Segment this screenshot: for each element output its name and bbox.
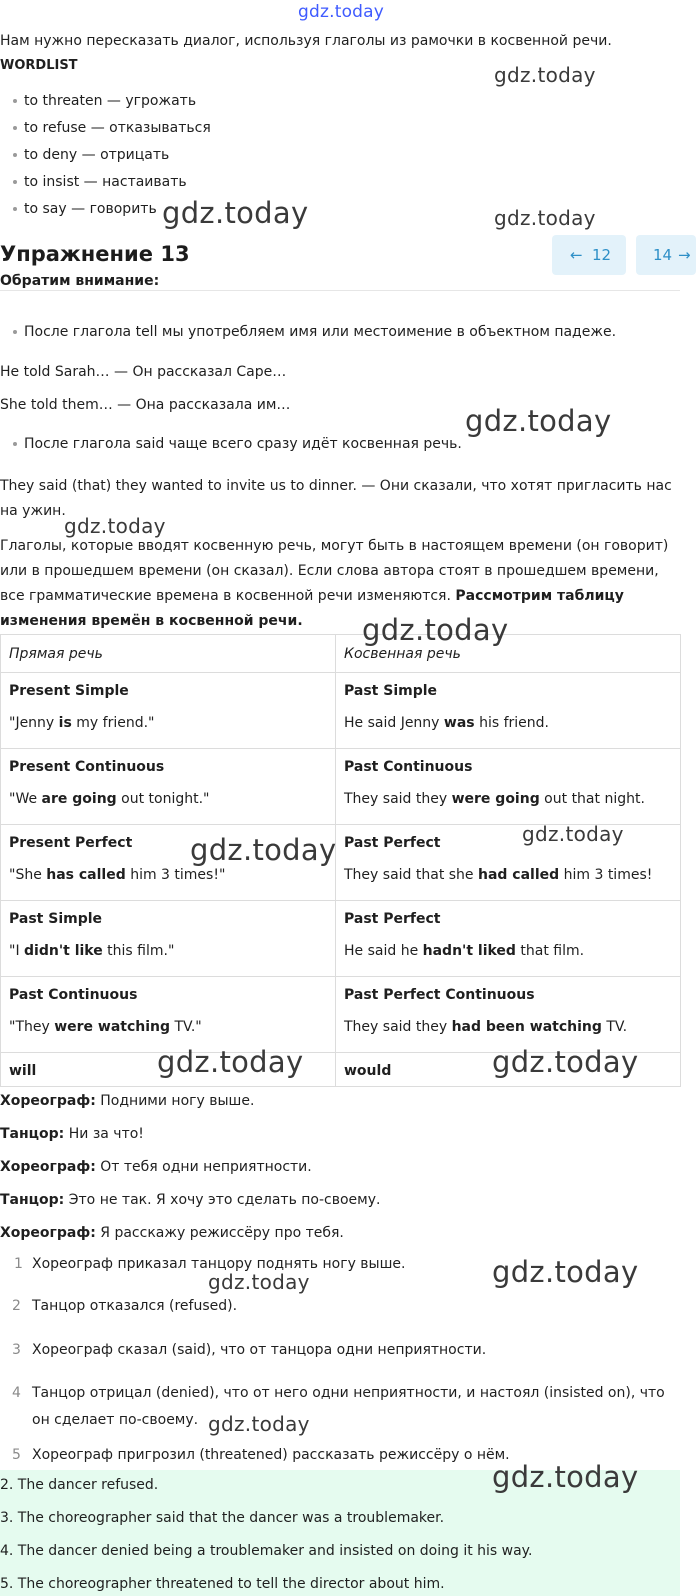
bullet-icon [13, 207, 17, 211]
watermark: gdz.today [190, 833, 337, 867]
table-cell-direct [1, 977, 336, 1053]
example-verb: hadn't liked [422, 943, 516, 959]
translation-item: Танцор отказался (refused). [32, 1298, 238, 1314]
table-cell-direct [1, 901, 336, 977]
example-verb: were going [451, 791, 540, 807]
table-row [1, 901, 681, 977]
example-text: They said they [344, 791, 452, 807]
watermark: gdz.today [208, 1412, 310, 1436]
watermark: gdz.today [208, 1270, 310, 1294]
grammar-paragraph-line: или в прошедшем времени (он сказал). Если слова автора стоят в прошедшем времени, [0, 563, 659, 579]
bullet-icon [13, 153, 17, 157]
dialogue-text: Я расскажу режиссёру про тебя. [95, 1225, 344, 1241]
speaker-name: Хореограф: [0, 1093, 96, 1109]
next-exercise-button[interactable] [636, 235, 696, 275]
answer-line: 2. The dancer refused. [0, 1477, 159, 1493]
table-cell-indirect [336, 901, 681, 977]
tense-name: Past Perfect [344, 835, 441, 851]
bullet-icon [13, 126, 17, 130]
wordlist-item: to refuse — отказываться [24, 120, 211, 136]
tense-name: Past Continuous [9, 987, 138, 1003]
watermark: gdz.today [362, 613, 509, 647]
table-row [1, 749, 681, 825]
wordlist-item: to deny — отрицать [24, 147, 170, 163]
watermark: gdz.today [492, 1045, 639, 1079]
example-verb: had called [477, 867, 560, 883]
example-text: "We [9, 791, 42, 807]
grammar-example-continued: на ужин. [0, 503, 66, 519]
example-text: "Jenny [9, 715, 59, 731]
example-text: They said that she [344, 867, 478, 883]
dialogue-line [0, 1124, 144, 1144]
example-text: TV. [601, 1019, 628, 1035]
exercise-title: Упражнение 13 [0, 242, 190, 266]
speaker-name: Танцор: [0, 1192, 65, 1208]
list-number: 3 [12, 1342, 21, 1358]
answer-line: 5. The choreographer threatened to tell the director about him. [0, 1576, 445, 1592]
table-cell-direct [1, 749, 336, 825]
dialogue-line [0, 1157, 312, 1177]
example-text: my friend." [71, 715, 155, 731]
wordlist-item: to say — говорить [24, 201, 157, 217]
example-text: that film. [515, 943, 585, 959]
table-row [1, 977, 681, 1053]
wordlist-item: to threaten — угрожать [24, 93, 197, 109]
example-verb: had been watching [451, 1019, 602, 1035]
arrow-left-icon: ← [570, 246, 583, 264]
grammar-paragraph-line [0, 586, 624, 606]
bullet-icon [13, 330, 17, 334]
watermark: gdz.today [522, 822, 624, 846]
prev-exercise-button[interactable] [552, 235, 626, 275]
tense-name: will [9, 1063, 37, 1079]
list-number: 4 [12, 1385, 21, 1401]
example-verb: were watching [54, 1019, 171, 1035]
grammar-example: He told Sarah… — Он рассказал Саре… [0, 364, 287, 380]
table-cell-indirect [336, 977, 681, 1053]
dialogue-line [0, 1223, 344, 1243]
tense-name: would [344, 1063, 392, 1079]
arrow-right-icon: → [678, 246, 691, 264]
intro-text: Нам нужно пересказать диалог, используя глаголы из рамочки в косвенной речи. [0, 33, 612, 49]
example-text: him 3 times!" [125, 867, 226, 883]
bullet-icon [13, 99, 17, 103]
dialogue-text: От тебя одни неприятности. [95, 1159, 312, 1175]
watermark: gdz.today [157, 1045, 304, 1079]
prev-exercise-label: 12 [592, 246, 612, 264]
answer-line: 3. The choreographer said that the dancer was a troublemaker. [0, 1510, 445, 1526]
grammar-paragraph-line: Глаголы, которые вводят косвенную речь, могут быть в настоящем времени (он говорит) [0, 538, 669, 554]
example-text: "She [9, 867, 47, 883]
example-verb: didn't like [24, 943, 103, 959]
example-verb: has called [46, 867, 126, 883]
grammar-heading: Обратим внимание: [0, 273, 160, 289]
grammar-bullet-tell: После глагола tell мы употребляем имя или местоимение в объектном падеже. [24, 324, 617, 340]
example-text: him 3 times! [559, 867, 653, 883]
example-text: "They [9, 1019, 55, 1035]
grammar-example: They said (that) they wanted to invite us to dinner. — Они сказали, что хотят пригласить нас [0, 478, 672, 494]
grammar-paragraph-emphasis: изменения времён в косвенной речи. [0, 613, 303, 629]
dialogue-text: Это не так. Я хочу это сделать по-своему. [64, 1192, 381, 1208]
grammar-example: She told them… — Она рассказала им… [0, 397, 291, 413]
wordlist-title: WORDLIST [0, 58, 78, 73]
example-text: this film." [102, 943, 175, 959]
watermark: gdz.today [494, 206, 596, 230]
watermark: gdz.today [492, 1255, 639, 1289]
table-cell-indirect [336, 749, 681, 825]
example-verb: are going [41, 791, 117, 807]
speaker-name: Хореограф: [0, 1159, 96, 1175]
tense-name: Present Perfect [9, 835, 133, 851]
speaker-name: Хореограф: [0, 1225, 96, 1241]
translation-item: Хореограф пригрозил (threatened) рассказать режиссёру о нём. [32, 1447, 510, 1463]
translation-item: Танцор отрицал (denied), что от него одни неприятности, и настоял (insisted on), что [32, 1385, 665, 1401]
example-verb: was [443, 715, 475, 731]
example-text: "I [9, 943, 25, 959]
translation-item: Хореограф сказал (said), что от танцора одни неприятности. [32, 1342, 487, 1358]
answer-line: 4. The dancer denied being a troublemaker and insisted on doing it his way. [0, 1543, 533, 1559]
tense-name: Past Simple [344, 683, 438, 699]
wordlist-item: to insist — настаивать [24, 174, 187, 190]
translation-item-continued: он сделает по-своему. [32, 1412, 199, 1428]
bullet-icon [13, 442, 17, 446]
dialogue-line [0, 1190, 380, 1210]
table-row [1, 673, 681, 749]
example-text: out tonight." [116, 791, 210, 807]
example-text: He said he [344, 943, 423, 959]
tense-name: Past Perfect [344, 911, 441, 927]
dialogue-text: Подними ногу выше. [95, 1093, 255, 1109]
grammar-paragraph-text: все грамматические времена в косвенной речи изменяются. [0, 588, 456, 604]
watermark: gdz.today [64, 514, 166, 538]
tense-name: Past Continuous [344, 759, 473, 775]
list-number: 5 [12, 1447, 21, 1463]
speaker-name: Танцор: [0, 1126, 65, 1142]
watermark: gdz.today [162, 196, 309, 230]
grammar-paragraph-emphasis: Рассмотрим таблицу [455, 588, 624, 604]
site-logo-link[interactable]: gdz.today [298, 2, 385, 22]
list-number: 1 [14, 1256, 23, 1272]
table-header-direct: Прямая речь [1, 635, 336, 673]
example-text: TV." [170, 1019, 202, 1035]
list-number: 2 [12, 1298, 21, 1314]
tense-name: Past Simple [9, 911, 103, 927]
table-cell-indirect [336, 673, 681, 749]
table-header-row [1, 635, 681, 673]
next-exercise-label: 14 [653, 246, 673, 264]
bullet-icon [13, 180, 17, 184]
example-text: his friend. [474, 715, 549, 731]
example-text: They said they [344, 1019, 452, 1035]
watermark: gdz.today [492, 1460, 639, 1494]
example-text: out that night. [539, 791, 645, 807]
translation-item: Хореограф приказал танцору поднять ногу выше. [32, 1256, 406, 1272]
dialogue-line [0, 1091, 254, 1111]
tense-name: Present Simple [9, 683, 129, 699]
grammar-bullet-said: После глагола said чаще всего сразу идёт косвенная речь. [24, 436, 462, 452]
cutoff-heading-clip [0, 273, 680, 291]
table-cell-direct [1, 673, 336, 749]
watermark: gdz.today [494, 63, 596, 87]
table-header-indirect: Косвенная речь [336, 635, 681, 673]
tense-table [0, 634, 681, 1087]
tense-name: Present Continuous [9, 759, 165, 775]
example-verb: is [58, 715, 72, 731]
table-cell-indirect [336, 825, 681, 901]
dialogue-text: Ни за что! [64, 1126, 144, 1142]
watermark: gdz.today [465, 404, 612, 438]
tense-name: Past Perfect Continuous [344, 987, 535, 1003]
example-text: He said Jenny [344, 715, 444, 731]
